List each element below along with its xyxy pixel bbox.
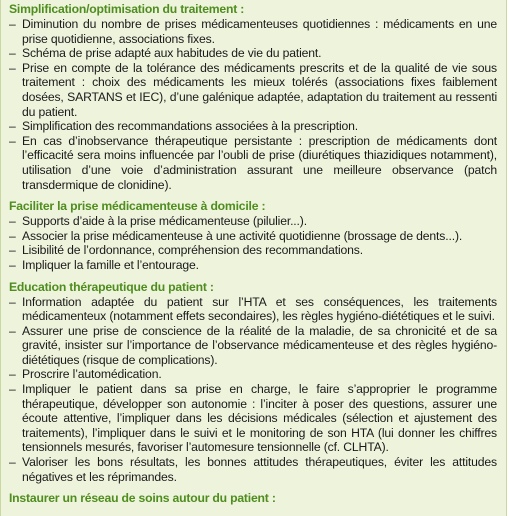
section-heading: Faciliter la prise médicamenteuse à domicile :	[9, 199, 266, 214]
dash-bullet: –	[9, 243, 16, 258]
dash-bullet: –	[9, 133, 16, 148]
item-text: Supports d’aide à la prise médicamenteuse (pilulier...).	[22, 214, 307, 229]
item-text: Information adaptée du patient sur l’HTA et ses conséquences, les traitements médicamenteux (notamment effets secondaires), les règles hygiéno-diététiques et le suivi.	[22, 294, 497, 324]
section-care-network	[9, 491, 497, 505]
item-text: Lisibilité de l’ordonnance, compréhension des recommandations.	[22, 243, 363, 258]
section-heading: Simplification/optimisation du traitement :	[9, 2, 245, 16]
list-item	[9, 324, 497, 368]
section-patient-education	[9, 280, 497, 485]
item-list	[9, 295, 497, 485]
item-text: Associer la prise médicamenteuse à une activité quotidienne (brossage de dents...).	[22, 228, 463, 243]
dash-bullet: –	[9, 323, 16, 338]
item-text: Valoriser les bons résultats, les bonnes attitudes thérapeutiques, éviter les attitudes négatives et les réprimandes.	[22, 455, 497, 484]
dash-bullet: –	[9, 214, 16, 229]
item-text: Proscrire l’automédication.	[22, 367, 162, 382]
dash-bullet: –	[9, 46, 16, 61]
list-item	[9, 119, 497, 134]
list-item	[9, 61, 497, 119]
dash-bullet: –	[9, 60, 16, 75]
dash-bullet: –	[9, 367, 16, 382]
list-item	[9, 382, 497, 455]
list-item	[9, 455, 497, 484]
list-item	[9, 229, 497, 244]
list-item	[9, 17, 497, 46]
dash-bullet: –	[9, 382, 16, 397]
dash-bullet: –	[9, 17, 16, 31]
list-item	[9, 46, 497, 61]
item-list	[9, 17, 497, 192]
item-text: Simplification des recommandations associées à la prescription.	[22, 119, 359, 134]
section-heading: Education thérapeutique du patient :	[9, 279, 214, 294]
item-text: Diminution du nombre de prises médicamenteuses quotidiennes : médicaments en une prise quotidienne, associations fixes.	[22, 17, 497, 46]
list-item	[9, 214, 497, 229]
dash-bullet: –	[9, 228, 16, 243]
item-text: Impliquer le patient dans sa prise en charge, le faire s’approprier le programme thérapeutique, développer son autonomie : l’inciter à poser des questions, assurer une écoute attentive, l’impliquer dans les décisions médicales (sélection et ajustement des traitements), l’impliquer dans le suivi et le monitoring de son HTA (lui donner les chiffres tensionnels mesurés, favoriser l’automesure tensionnelle (cf. CLHTA).	[22, 382, 497, 455]
section-heading-truncated: Instaurer un réseau de soins autour du patient :	[9, 491, 276, 506]
dash-bullet: –	[9, 257, 16, 272]
dash-bullet: –	[9, 294, 16, 309]
item-list	[9, 214, 497, 272]
section-simplification	[9, 2, 497, 192]
list-item	[9, 134, 497, 192]
list-item	[9, 243, 497, 258]
dash-bullet: –	[9, 455, 16, 470]
dash-bullet: –	[9, 119, 16, 134]
item-text: Impliquer la famille et l’entourage.	[22, 257, 199, 272]
list-item	[9, 258, 497, 273]
item-text: Assurer une prise de conscience de la réalité de la maladie, de sa chronicité et de sa gravité, insister sur l’importance de l’observance médicamenteuse et des règles hygiéno-diététiques (risque de complications).	[22, 323, 497, 367]
item-text: Schéma de prise adapté aux habitudes de vie du patient.	[22, 46, 322, 61]
item-text: En cas d’inobservance thérapeutique persistante : prescription de médicaments dont l’efficacité sera moins influencée par l’oubli de prise (diurétiques thiazidiques notamment), utilisation d’une voie d’administration assurant une meilleure observance (patch transdermique de clonidine).	[22, 133, 497, 192]
list-item	[9, 295, 497, 324]
item-text: Prise en compte de la tolérance des médicaments prescrits et de la qualité de vie sous traitement : choix des médicaments les mieux tolérés (associations fixes faiblement dosées, SARTANS et IEC), d’une galénique adaptée, adaptation du traitement au ressenti du patient.	[22, 60, 497, 119]
list-item	[9, 367, 497, 382]
section-home-medication	[9, 199, 497, 272]
